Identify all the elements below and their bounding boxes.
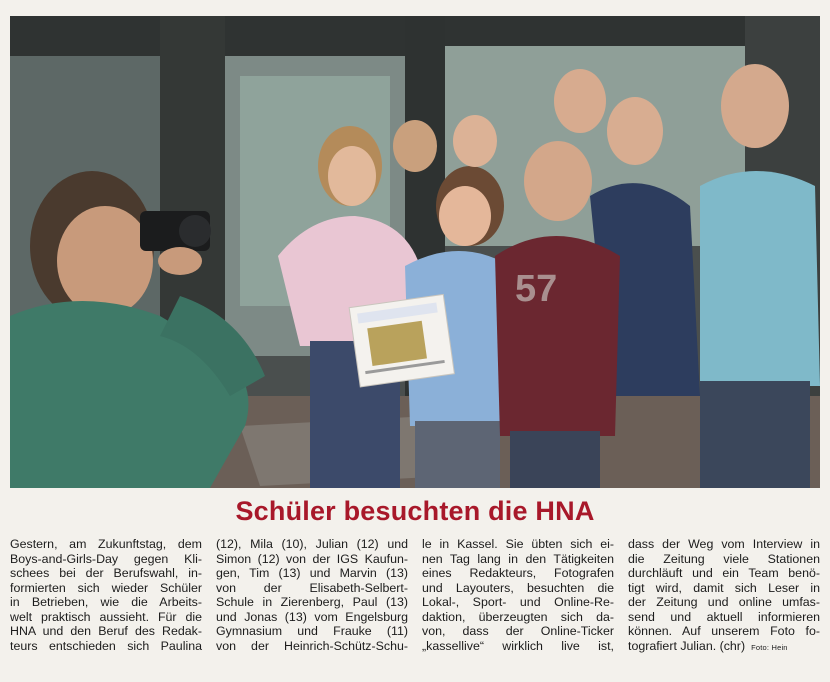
text-line: le in Kassel. Sie übten sich ei- (422, 537, 614, 551)
text-line: von der Elisabeth-Selbert- (216, 580, 408, 595)
text-line: HNA und den Beruf des Redak- (10, 624, 202, 638)
text-line: dass der Weg vom Interview in (628, 537, 820, 551)
article-column-3 (422, 537, 614, 667)
article-photo (10, 16, 820, 488)
text-line: schees bei der Berufswahl, in- (10, 566, 202, 580)
text-line: Simon (12) von der IGS Kaufun- (216, 551, 408, 566)
text-line: können. Auf unserem Foto fo- (628, 624, 820, 638)
svg-text:57: 57 (515, 268, 558, 310)
text-line: gen, Tim (13) und Marvin (13) (216, 566, 408, 580)
text-line: „kassellive“ wirklich live ist, (422, 638, 614, 653)
article-column-2 (216, 537, 408, 667)
text-line-content: tografiert Julian. (chr) (628, 638, 746, 653)
text-line: Gymnasium und Frauke (11) (216, 624, 408, 638)
article-body (10, 537, 820, 667)
text-line: (12), Mila (10), Julian (12) und (216, 537, 408, 551)
text-line: Schule in Zierenberg, Paul (13) (216, 595, 408, 609)
text-line: nen Tag lang in den Tätigkeiten (422, 551, 614, 566)
text-line: von, dass der Online-Ticker (422, 624, 614, 638)
text-line: teurs entschieden sich Paulina (10, 638, 202, 653)
text-line: welt praktisch aussieht. Für die (10, 609, 202, 624)
text-line: Lokal-, Sport- und Online-Re- (422, 595, 614, 609)
article-column-4 (628, 537, 820, 667)
text-line: daktion, überzeugten sich da- (422, 609, 614, 624)
text-line: send und aktuell informieren (628, 609, 820, 624)
text-line: tigt wird, damit sich Leser in (628, 580, 820, 595)
text-line-last (628, 639, 820, 656)
text-line: Gestern, am Zukunftstag, dem (10, 537, 202, 551)
text-line: Boys-and-Girls-Day gegen Kli- (10, 551, 202, 566)
article-column-1 (10, 537, 202, 667)
text-line: der Zeitung und online umfas- (628, 595, 820, 609)
text-line: von der Heinrich-Schütz-Schu- (216, 638, 408, 653)
text-line: in Betrieben, wie die Arbeits- (10, 595, 202, 609)
photo-credit: Foto: Hein (751, 642, 788, 652)
text-line: formierten sich wieder Schüler (10, 580, 202, 595)
text-line: die Zeitung viele Stationen (628, 551, 820, 566)
article-headline: Schüler besuchten die HNA (235, 496, 595, 526)
text-line: durchläuft und ein Team benö- (628, 566, 820, 580)
text-line: und Jonas (13) vom Engelsburg (216, 609, 408, 624)
text-line: eines Redakteurs, Fotografen (422, 566, 614, 580)
photo-students-group-icon (10, 16, 820, 488)
text-line: und Layouters, besuchten die (422, 580, 614, 595)
